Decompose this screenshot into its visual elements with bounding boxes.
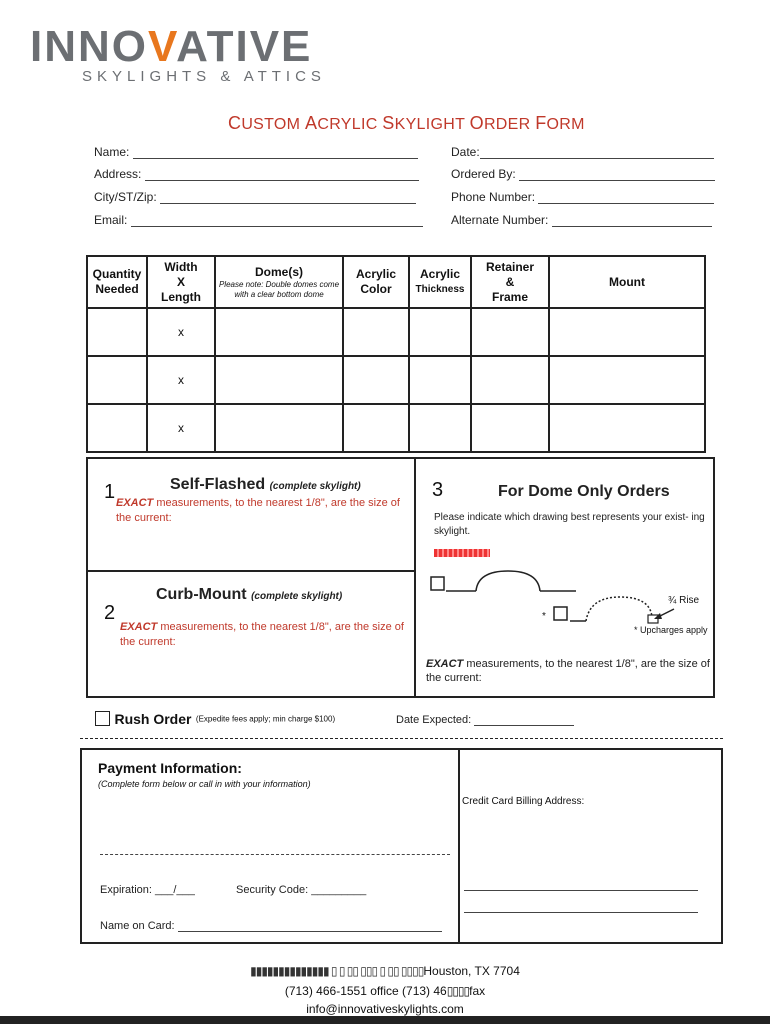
upcharge-note: * Upcharges apply [634,625,708,635]
expiration-label: Expiration: [100,884,152,896]
title-c2: A [305,113,318,133]
logo-subtitle: SKYLIGHTS & ATTICS [82,68,326,85]
footer-email: info@innovativeskylights.com [306,1002,464,1016]
order-table [86,255,706,453]
header-retainer [471,256,549,308]
title-w4: RDER [483,116,536,133]
date-label: Date: [451,145,480,159]
section2-title [156,586,342,604]
title-c5: F [535,113,547,133]
alt-phone-field[interactable] [451,213,712,227]
footer-phone [0,984,770,998]
table-row [87,404,705,452]
date-field[interactable] [451,145,714,159]
billing-address-label: Credit Card Billing Address: [462,796,585,807]
header-thickness-l2: Thickness [415,284,465,295]
security-code-blank[interactable]: _________ [311,884,367,896]
name-label: Name: [94,145,130,159]
section2-text: measurements, to the nearest 1/8", are the size of the current: [120,621,404,648]
email-line[interactable] [131,215,423,227]
cell-width[interactable]: x [147,308,215,356]
section3-text: measurements, to the nearest 1/8", are the size of the current: [426,658,710,684]
cell-mount[interactable] [549,404,705,452]
expiration-blank[interactable]: ___/___ [155,884,195,896]
footer-garbled-fax: ▯▯▯▯ [446,984,470,998]
title-c3: S [382,113,395,133]
rush-checkbox[interactable] [95,711,110,726]
bottom-bar [0,1016,770,1024]
logo-text-left: INNO [30,22,148,71]
header-retainer-l2: & [505,274,515,289]
section-curb-mount[interactable] [86,570,416,698]
date-expected-field[interactable] [396,714,574,726]
cell-quantity[interactable] [87,308,147,356]
arrow-icon [652,607,676,621]
ordered-by-line[interactable] [519,169,715,181]
table-header-row [87,256,705,308]
header-domes-label: Dome(s) [254,264,303,279]
date-line[interactable] [480,147,714,159]
footer-phone-text: (713) 466-1551 office (713) 46 [284,984,447,998]
payment-divider [458,750,460,942]
header-mount: Mount [549,256,705,308]
header-width [147,256,215,308]
footer-city: Houston, TX 7704 [423,964,520,978]
payment-box [80,748,723,944]
name-line[interactable] [133,147,418,159]
cell-color[interactable] [343,404,409,452]
address-field[interactable] [94,167,419,181]
cell-thickness[interactable] [409,356,471,404]
title-c1: C [228,113,242,133]
title-w1: USTOM [241,116,306,133]
cell-thickness[interactable] [409,404,471,452]
city-field[interactable] [94,190,416,204]
cell-domes[interactable] [215,404,343,452]
alt-phone-line[interactable] [552,215,712,227]
cell-retainer[interactable] [471,404,549,452]
billing-line-2[interactable] [464,912,698,913]
cell-color[interactable] [343,356,409,404]
header-retainer-l3: Frame [491,289,529,304]
table-row [87,308,705,356]
email-label: Email: [94,213,128,227]
logo-wordmark [30,22,326,72]
name-field[interactable] [94,145,418,159]
section3-title: For Dome Only Orders [498,483,670,500]
payment-title: Payment Information: [98,760,242,776]
cell-color[interactable] [343,308,409,356]
dome1-checkbox[interactable] [431,577,444,590]
section2-number: 2 [104,602,116,624]
email-field[interactable] [94,213,423,227]
date-expected-label: Date Expected: [396,714,472,726]
rush-label: Rush Order [114,710,192,727]
cell-retainer[interactable] [471,308,549,356]
section2-exact: EXACT [120,621,158,633]
cell-quantity[interactable] [87,404,147,452]
cell-mount[interactable] [549,308,705,356]
cell-retainer[interactable] [471,356,549,404]
title-c4: O [469,113,484,133]
star-mark: * [542,611,546,622]
rush-note: (Expedite fees apply; min charge $100) [195,714,336,724]
section1-number: 1 [104,481,116,503]
header-domes-note: Please note: Double domes come with a clear bottom dome [218,279,340,299]
section1-title-text: Self-Flashed [170,476,266,493]
logo-text-right: ATIVE [176,22,313,71]
dome2-arc [586,597,652,621]
header-width-l3: Length [161,289,201,304]
section1-exact: EXACT [116,497,154,509]
cell-quantity[interactable] [87,356,147,404]
title-w5: ORM [546,116,585,133]
phone-line[interactable] [538,192,714,204]
cell-width[interactable]: x [147,404,215,452]
section1-subtitle: (complete skylight) [269,481,361,492]
cell-width[interactable]: x [147,356,215,404]
card-number-line[interactable] [100,854,450,855]
dome1-arc [476,571,540,591]
rush-order[interactable] [95,710,335,728]
address-label: Address: [94,167,142,181]
header-width-l1: Width [164,259,198,274]
rise-label: ¾ Rise [668,595,700,606]
name-on-card-field[interactable] [100,920,442,932]
footer-address [0,964,770,978]
section1-exact-text [116,496,412,526]
city-label: City/ST/Zip: [94,190,157,204]
form-title [228,113,585,134]
header-domes [215,256,343,308]
address-line[interactable] [145,169,419,181]
billing-line-1[interactable] [464,890,698,891]
section3-instruction: Please indicate which drawing best represents your exist- ing skylight. [434,512,705,537]
cell-domes[interactable] [215,356,343,404]
expiration-field[interactable] [100,884,195,896]
section1-text: measurements, to the nearest 1/8", are the size of the current: [116,497,400,524]
cell-thickness[interactable] [409,308,471,356]
name-on-card-label: Name on Card: [100,920,175,932]
logo-v: V [148,22,177,71]
header-thickness [409,256,471,308]
cell-mount[interactable] [549,356,705,404]
dome2-checkbox[interactable] [554,607,567,620]
header-quantity: Quantity Needed [87,256,147,308]
name-on-card-line[interactable] [178,920,442,932]
phone-field[interactable] [451,190,714,204]
section2-exact-text [120,620,412,650]
section3-number: 3 [432,479,444,501]
footer-fax-text: fax [469,984,486,998]
section1-title [170,476,361,494]
scribble-mark [434,549,490,557]
alt-phone-label: Alternate Number: [451,213,549,227]
section3-exact: EXACT [426,658,464,670]
section3-exact-text [426,657,710,685]
security-code-field[interactable] [236,884,366,896]
payment-top-border [80,738,723,739]
header-retainer-l1: Retainer [485,259,535,274]
date-expected-line[interactable] [474,714,574,726]
ordered-by-label: Ordered By: [451,167,516,181]
section2-subtitle: (complete skylight) [251,591,343,602]
logo [30,22,326,85]
header-acrylic-color: Acrylic Color [343,256,409,308]
section2-title-text: Curb-Mount [156,586,247,603]
section-dome-only[interactable] [414,457,715,698]
section-self-flashed[interactable] [86,457,416,572]
ordered-by-field[interactable] [451,167,715,181]
title-w3: KYLIGHT [394,116,470,133]
payment-subtitle: (Complete form below or call in with your information) [98,779,311,789]
cell-domes[interactable] [215,308,343,356]
title-w2: CRYLIC [317,116,383,133]
table-row [87,356,705,404]
header-thickness-l1: Acrylic [419,267,461,281]
footer-garbled-text: ▮▮▮▮▮▮▮▮▮▮▮▮▮▮ ▯ ▯ ▯▯ ▯▯▯ ▯ ▯▯ ▯▯▯▯ [250,964,424,978]
city-line[interactable] [160,192,416,204]
security-code-label: Security Code: [236,884,309,896]
header-width-l2: X [176,274,185,289]
phone-label: Phone Number: [451,190,536,204]
